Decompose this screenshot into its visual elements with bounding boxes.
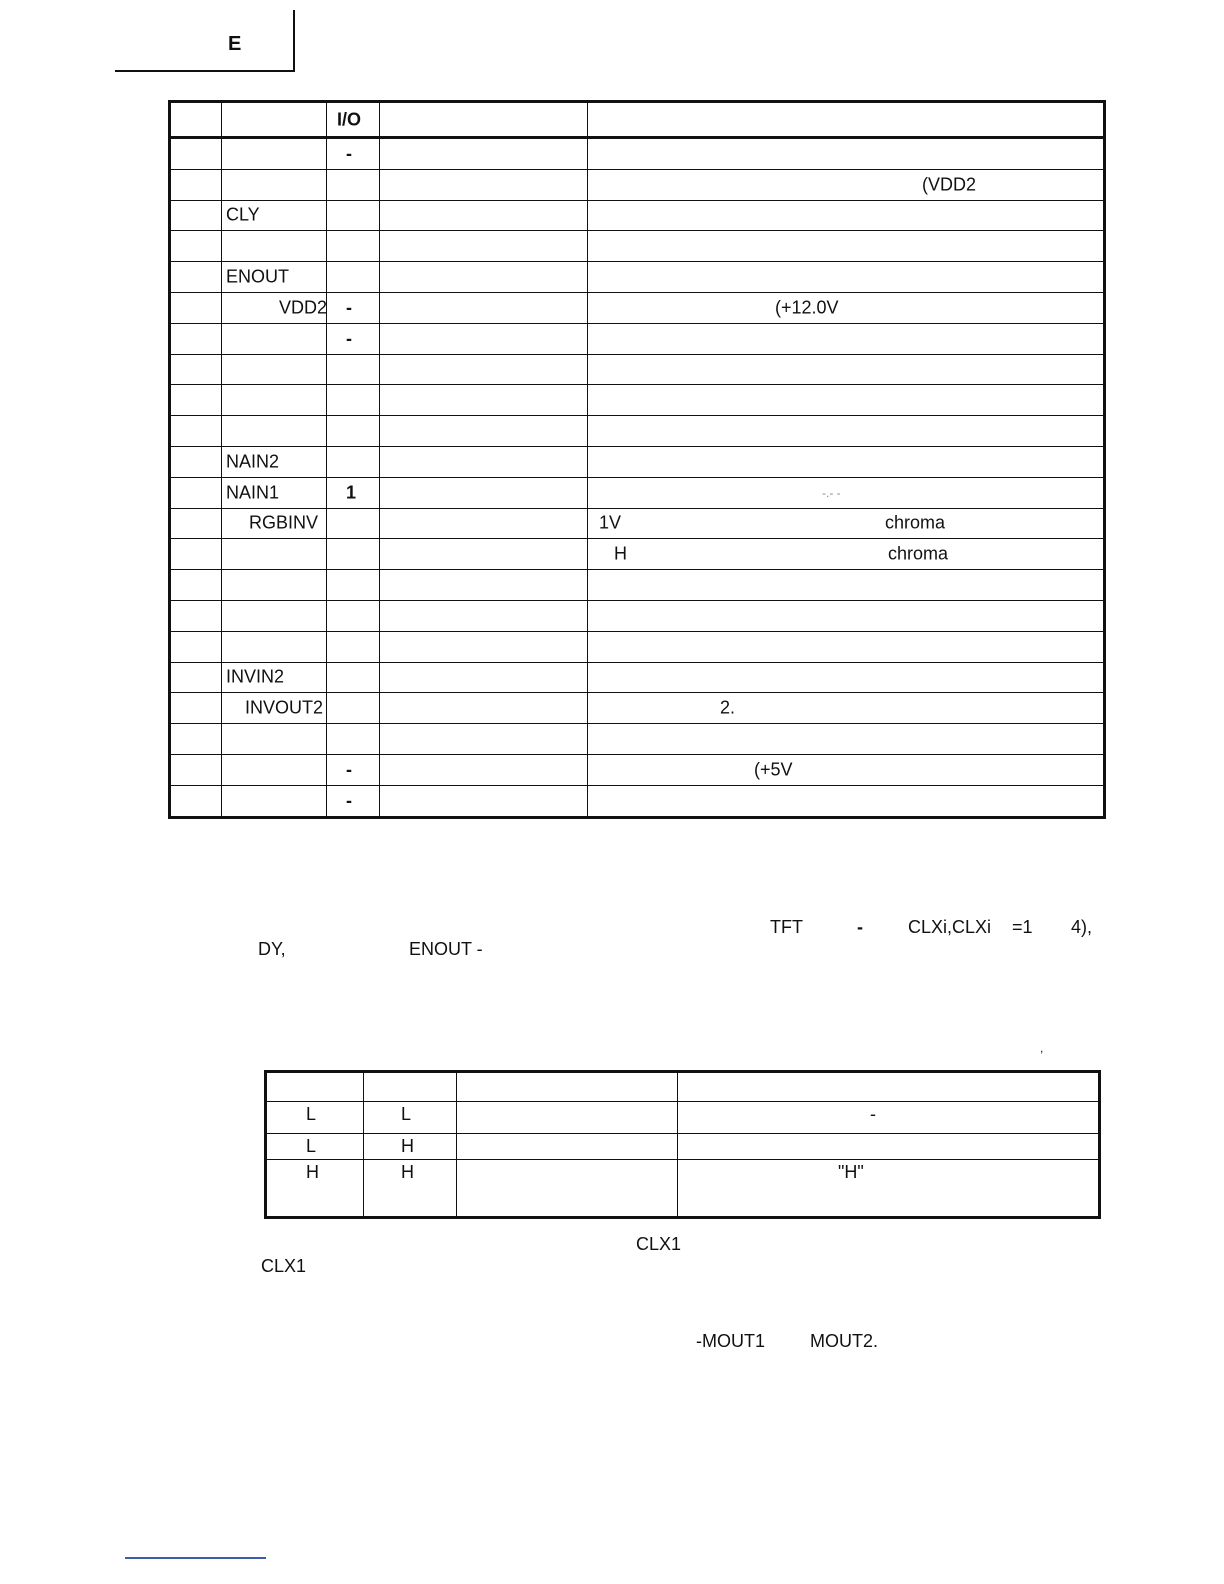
pin-number-cell	[170, 354, 222, 385]
pin-number-cell	[170, 416, 222, 447]
mode-d-cell	[678, 1134, 1100, 1160]
text-eq: =1	[1012, 917, 1033, 937]
pin-number-cell	[170, 262, 222, 293]
pin-number-cell	[170, 662, 222, 693]
io-cell	[327, 508, 380, 539]
description-cell	[588, 292, 1105, 323]
pin-name: CLY	[226, 204, 260, 225]
mode-row	[266, 1160, 1100, 1218]
pin-function-cell	[380, 754, 588, 785]
pin-function-cell	[380, 477, 588, 508]
table-row	[170, 138, 1105, 170]
io-cell	[327, 416, 380, 447]
pin-function-cell	[380, 385, 588, 416]
io-cell	[327, 539, 380, 570]
table-row	[170, 631, 1105, 662]
description-text: chroma	[885, 512, 946, 533]
footer-rule	[125, 1557, 266, 1559]
table-row	[170, 262, 1105, 293]
description-cell	[588, 200, 1105, 231]
io-cell	[327, 231, 380, 262]
text-enout: ENOUT -	[409, 939, 483, 959]
text-dy: DY,	[258, 939, 286, 959]
io-cell	[327, 354, 380, 385]
table-row	[170, 693, 1105, 724]
pin-number-cell	[170, 169, 222, 200]
pin-number-cell	[170, 570, 222, 601]
pin-function-cell	[380, 631, 588, 662]
description-text: (+12.0V	[775, 297, 839, 318]
table-row	[170, 385, 1105, 416]
pin-table	[168, 100, 1106, 819]
description-cell	[588, 262, 1105, 293]
header-divider-vertical	[293, 10, 295, 72]
pin-function-cell	[380, 262, 588, 293]
description-cell	[588, 138, 1105, 170]
io-cell	[327, 138, 380, 170]
table-row	[170, 508, 1105, 539]
mode-b-cell	[364, 1102, 457, 1134]
pin-function-cell	[380, 446, 588, 477]
io-header: I/O	[337, 109, 362, 129]
table-row	[170, 446, 1105, 477]
pin-name-cell	[222, 231, 327, 262]
pin-name: INVOUT2	[245, 697, 324, 718]
pin-name-cell	[222, 477, 327, 508]
pin-name-cell	[222, 570, 327, 601]
pin-number-cell	[170, 724, 222, 755]
description-cell	[588, 785, 1105, 817]
pin-name: NAIN1	[226, 482, 280, 503]
description-cell	[588, 600, 1105, 631]
mode-a-cell	[266, 1102, 364, 1134]
pin-name-cell	[222, 354, 327, 385]
io-cell	[327, 631, 380, 662]
table-row	[170, 200, 1105, 231]
pin-function-cell	[380, 292, 588, 323]
mode-d: "H"	[838, 1162, 864, 1182]
pin-number-cell	[170, 292, 222, 323]
io-cell	[327, 600, 380, 631]
text-mout2: MOUT2.	[810, 1331, 879, 1351]
pin-number-cell	[170, 600, 222, 631]
mode-row	[266, 1134, 1100, 1160]
description-cell	[588, 231, 1105, 262]
io-value: 1	[346, 482, 357, 503]
pin-name-cell	[222, 508, 327, 539]
description-text: (+5V	[754, 759, 793, 780]
mode-b: H	[401, 1162, 414, 1182]
io-cell	[327, 662, 380, 693]
table-row	[170, 754, 1105, 785]
table-row	[170, 785, 1105, 817]
pin-function-cell	[380, 539, 588, 570]
pin-number-cell	[170, 754, 222, 785]
description-cell	[588, 385, 1105, 416]
pin-number-cell	[170, 231, 222, 262]
io-cell	[327, 477, 380, 508]
description-cell	[588, 693, 1105, 724]
pin-number-cell	[170, 785, 222, 817]
pin-function-cell	[380, 416, 588, 447]
pin-name-cell	[222, 416, 327, 447]
pin-name-cell	[222, 292, 327, 323]
io-cell	[327, 292, 380, 323]
description-cell	[588, 446, 1105, 477]
io-cell	[327, 754, 380, 785]
table-row	[170, 570, 1105, 601]
pin-number-cell	[170, 508, 222, 539]
description-cell	[588, 169, 1105, 200]
mode-c-cell	[457, 1160, 678, 1218]
pin-function-cell	[380, 508, 588, 539]
description-text: (VDD2	[922, 174, 977, 195]
io-value: -	[346, 790, 352, 811]
table-row	[170, 539, 1105, 570]
pin-name: ENOUT	[226, 266, 289, 287]
mode-c-cell	[457, 1102, 678, 1134]
table-row	[170, 323, 1105, 354]
table-row	[170, 354, 1105, 385]
text-clxi: CLXi,CLXi	[908, 917, 992, 937]
mode-b: L	[401, 1104, 412, 1124]
mode-row	[266, 1102, 1100, 1134]
text-clx1-b: CLX1	[261, 1256, 307, 1276]
pin-number-cell	[170, 446, 222, 477]
pin-function-cell	[380, 570, 588, 601]
pin-name-cell	[222, 446, 327, 477]
pin-number-cell	[170, 200, 222, 231]
pin-name: RGBINV	[249, 512, 319, 533]
text-clx1-a: CLX1	[636, 1234, 682, 1254]
description-text: H	[614, 543, 627, 564]
pin-number-cell	[170, 138, 222, 170]
pin-name-cell	[222, 169, 327, 200]
pin-function-cell	[380, 138, 588, 170]
description-cell	[588, 477, 1105, 508]
pin-number-cell	[170, 477, 222, 508]
io-cell	[327, 262, 380, 293]
pin-name-cell	[222, 631, 327, 662]
io-value: -	[346, 297, 352, 318]
description-cell	[588, 631, 1105, 662]
description-cell	[588, 724, 1105, 755]
pin-function-cell	[380, 693, 588, 724]
description-text: 2.	[720, 697, 736, 718]
mode-a: H	[306, 1162, 319, 1182]
section-letter: E	[228, 33, 242, 55]
pin-name-cell	[222, 785, 327, 817]
io-cell	[327, 446, 380, 477]
mode-b-cell	[364, 1160, 457, 1218]
pin-name: NAIN2	[226, 451, 280, 472]
table-row	[170, 231, 1105, 262]
table-row	[170, 416, 1105, 447]
mode-d-cell	[678, 1102, 1100, 1134]
pin-name-cell	[222, 724, 327, 755]
description-cell	[588, 354, 1105, 385]
table-header-row	[170, 102, 1105, 138]
pin-number-cell	[170, 539, 222, 570]
pin-name: VDD2	[279, 297, 328, 318]
description-cell	[588, 323, 1105, 354]
description-cell	[588, 570, 1105, 601]
io-cell	[327, 385, 380, 416]
text-tft: TFT	[770, 917, 803, 937]
table-row	[170, 169, 1105, 200]
mode-d-cell	[678, 1160, 1100, 1218]
io-cell	[327, 693, 380, 724]
description-text: chroma	[888, 543, 949, 564]
pin-name-cell	[222, 539, 327, 570]
table-row	[170, 662, 1105, 693]
description-cell	[588, 754, 1105, 785]
pin-function-cell	[380, 323, 588, 354]
mode-b: H	[401, 1136, 414, 1156]
pin-function-cell	[380, 354, 588, 385]
io-cell	[327, 169, 380, 200]
mode-a-cell	[266, 1134, 364, 1160]
pin-number-cell	[170, 323, 222, 354]
description-text: -.- -	[822, 485, 841, 500]
description-cell	[588, 416, 1105, 447]
mode-a-cell	[266, 1160, 364, 1218]
description-cell	[588, 539, 1105, 570]
text-four: 4),	[1071, 917, 1093, 937]
pin-name-cell	[222, 323, 327, 354]
io-value: -	[346, 759, 352, 780]
pin-number-cell	[170, 385, 222, 416]
io-value: -	[346, 328, 352, 349]
io-cell	[327, 785, 380, 817]
table-row	[170, 724, 1105, 755]
io-cell	[327, 570, 380, 601]
pin-name-cell	[222, 138, 327, 170]
table-row	[170, 477, 1105, 508]
description-cell	[588, 508, 1105, 539]
mode-d: -	[870, 1104, 876, 1124]
pin-number-cell	[170, 631, 222, 662]
pin-name-cell	[222, 754, 327, 785]
mode-b-cell	[364, 1134, 457, 1160]
pin-function-cell	[380, 231, 588, 262]
pin-name-cell	[222, 385, 327, 416]
pin-name-cell	[222, 662, 327, 693]
pin-name-cell	[222, 693, 327, 724]
mode-header-row	[266, 1072, 1100, 1102]
pin-function-cell	[380, 169, 588, 200]
stray-mark: ,	[1040, 1041, 1044, 1055]
io-cell	[327, 323, 380, 354]
description-text: 1V	[599, 512, 622, 533]
io-cell	[327, 200, 380, 231]
io-value: -	[346, 143, 352, 164]
mode-table	[264, 1070, 1101, 1219]
pin-function-cell	[380, 785, 588, 817]
pin-number-cell	[170, 693, 222, 724]
table-row	[170, 600, 1105, 631]
pin-function-cell	[380, 662, 588, 693]
text-dash: -	[857, 917, 863, 937]
mode-a: L	[306, 1104, 317, 1124]
description-cell	[588, 662, 1105, 693]
pin-name: INVIN2	[226, 666, 285, 687]
pin-name-cell	[222, 200, 327, 231]
text-mout1: -MOUT1	[696, 1331, 765, 1351]
pin-name-cell	[222, 600, 327, 631]
mode-a: L	[306, 1136, 317, 1156]
pin-function-cell	[380, 200, 588, 231]
header-divider-horizontal	[115, 70, 293, 72]
pin-name-cell	[222, 262, 327, 293]
io-cell	[327, 724, 380, 755]
pin-function-cell	[380, 724, 588, 755]
mode-c-cell	[457, 1134, 678, 1160]
pin-function-cell	[380, 600, 588, 631]
table-row	[170, 292, 1105, 323]
